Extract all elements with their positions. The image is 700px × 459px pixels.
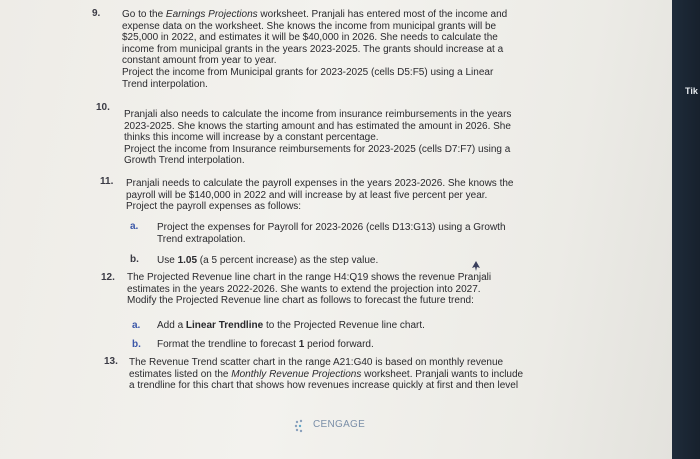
step-11-text bbox=[126, 178, 513, 213]
step-12b-text bbox=[157, 339, 374, 351]
text-line: payroll will be $140,000 in 2022 and will increase by at least five percent per year. bbox=[126, 189, 488, 201]
text-line: a trendline for this chart that shows how revenues increase quickly at first and then level bbox=[129, 380, 519, 392]
side-panel-label: Tik bbox=[685, 86, 698, 96]
step-number: 13. bbox=[104, 356, 118, 367]
text-line: Format the trendline to forecast 1 period forward. bbox=[157, 339, 374, 350]
side-panel bbox=[672, 0, 700, 459]
text-line: Pranjali also needs to calculate the income from insurance reimbursements in the years bbox=[124, 109, 512, 120]
step-13-text bbox=[129, 357, 523, 392]
text-line: Modify the Projected Revenue line chart as follows to forecast the future trend: bbox=[127, 295, 474, 307]
step-9-text bbox=[122, 9, 507, 90]
mouse-cursor-icon bbox=[472, 261, 480, 271]
text-line: thinks this income will increase by a constant percentage. bbox=[124, 132, 379, 144]
text-line: Project the income from Municipal grants for 2023-2025 (cells D5:F5) using a Linear bbox=[122, 66, 494, 78]
text-line: income from municipal grants in the years 2023-2025. The grants should increase at a bbox=[122, 43, 504, 55]
step-12a-text bbox=[157, 320, 425, 332]
cengage-logo-icon bbox=[294, 419, 310, 433]
text-line: Growth Trend interpolation. bbox=[124, 155, 245, 167]
text-line: Project the income from Insurance reimbursements for 2023-2025 (cells D7:F7) using a bbox=[124, 143, 511, 155]
text-line: Add a Linear Trendline to the Projected Revenue line chart. bbox=[157, 320, 425, 331]
text-line: 2023-2025. She knows the starting amount and has estimated the amount in 2026. She bbox=[124, 120, 511, 132]
text-line: Project the expenses for Payroll for 2023-2026 (cells D13:G13) using a Growth bbox=[157, 222, 506, 233]
text-line: The Projected Revenue line chart in the range H4:Q19 shows the revenue Pranjali bbox=[127, 272, 492, 283]
substep-letter: b. bbox=[130, 254, 139, 265]
text-line: estimates listed on the Monthly Revenue Projections worksheet. Pranjali wants to include bbox=[129, 368, 524, 380]
text-line: Pranjali needs to calculate the payroll expenses in the years 2023-2026. She knows the bbox=[126, 178, 514, 189]
step-11a-text bbox=[157, 222, 506, 245]
text-line: Project the payroll expenses as follows: bbox=[126, 201, 302, 213]
step-number: 9. bbox=[92, 8, 101, 19]
step-10-text bbox=[124, 109, 511, 167]
step-number: 12. bbox=[101, 272, 115, 283]
step-number: 10. bbox=[96, 102, 110, 113]
substep-letter: b. bbox=[132, 339, 141, 350]
text-line: constant amount from year to year. bbox=[122, 55, 277, 67]
text-line: $25,000 in 2022, and estimates it will be $40,000 in 2026. She needs to calculate the bbox=[122, 32, 498, 44]
text-line: estimates in the years 2022-2026. She wants to extend the projection into 2027. bbox=[127, 283, 481, 295]
text-line: The Revenue Trend scatter chart in the range A21:G40 is based on monthly revenue bbox=[129, 357, 504, 368]
text-line: Use 1.05 (a 5 percent increase) as the step value. bbox=[157, 255, 379, 266]
step-number: 11. bbox=[100, 176, 114, 187]
substep-letter: a. bbox=[132, 320, 141, 331]
cengage-brand: CENGAGE bbox=[313, 419, 366, 430]
substep-letter: a. bbox=[130, 221, 139, 232]
text-line: Trend interpolation. bbox=[122, 78, 208, 90]
text-line: Go to the Earnings Projections worksheet. Pranjali has entered most of the income and bbox=[122, 9, 508, 20]
step-12-text bbox=[127, 272, 491, 307]
step-11b-text bbox=[157, 255, 378, 267]
text-line: Trend extrapolation. bbox=[157, 233, 246, 245]
text-line: expense data on the worksheet. She knows the income from municipal grants will be bbox=[122, 20, 497, 32]
